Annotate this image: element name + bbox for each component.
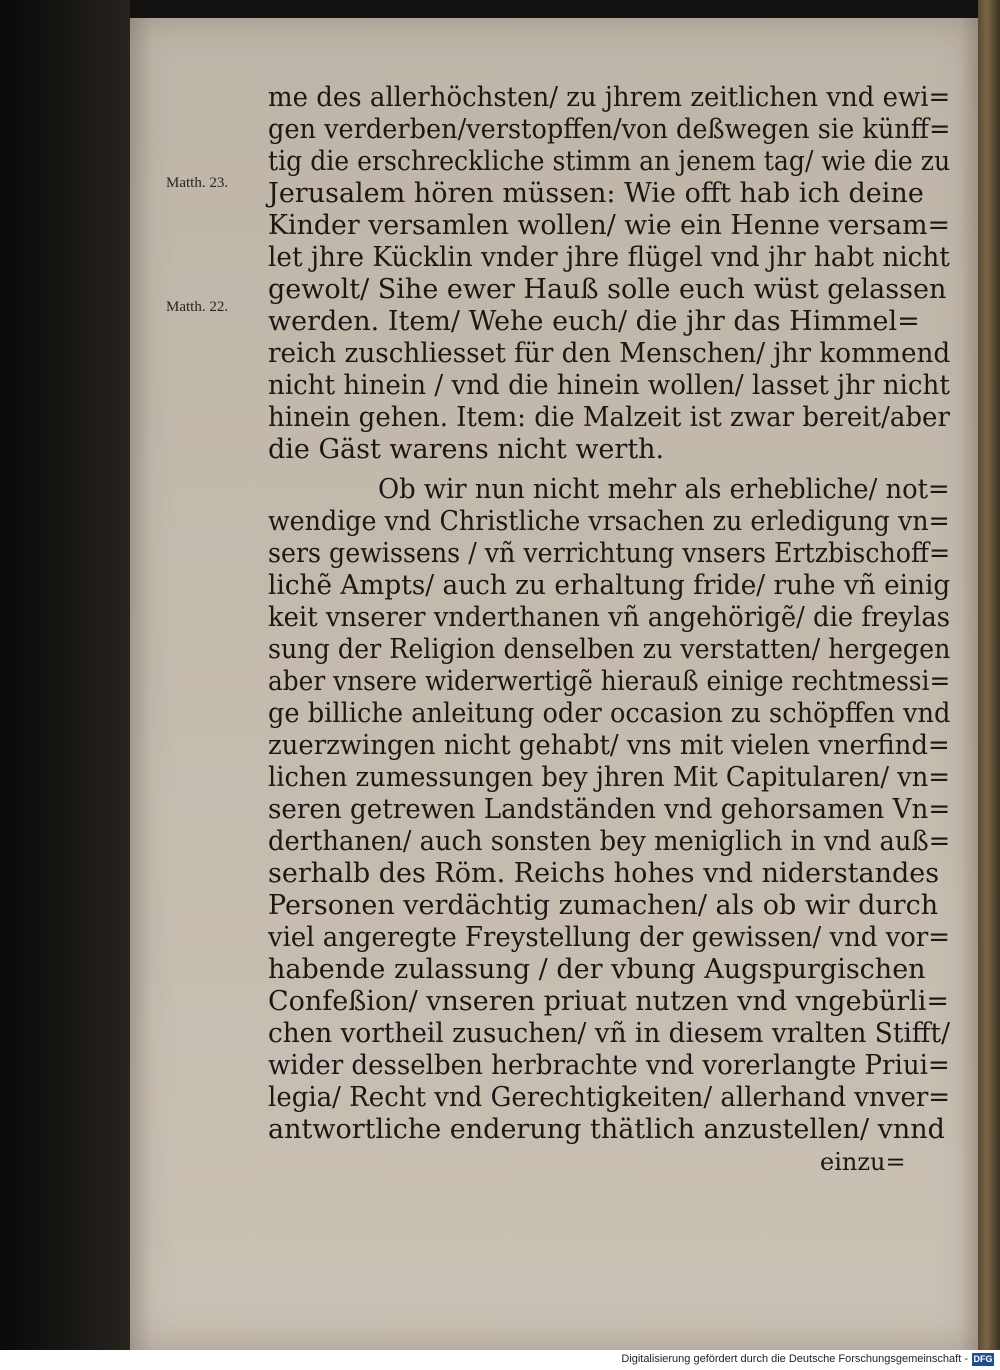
text-line: legia/ Recht vnd Gerechtigkeiten/ allerhand vnver= (268, 1082, 951, 1113)
book-gutter-shadow (0, 0, 130, 1370)
text-line: viel angeregte Freystellung der gewissen/ vnd vor= (268, 922, 950, 953)
text-line: Confeßion/ vnseren priuat nutzen vnd vngebürli= (268, 986, 950, 1017)
text-line: lichẽ Ampts/ auch zu erhaltung fride/ ruhe vñ einig (268, 570, 951, 601)
text-line: zuerzwingen nicht gehabt/ vns mit vielen vnerfind= (268, 730, 950, 761)
text-line: lichen zumessungen bey jhren Mit Capitularen/ vn= (268, 762, 950, 793)
text-line: ge billiche anleitung oder occasion zu schöpffen vnd (268, 698, 951, 729)
text-line: chen vortheil zusuchen/ vñ in diesem vralten Stifft/ (268, 1018, 950, 1049)
text-line: die Gäst warens nicht werth. (268, 434, 665, 465)
digitization-credit: Digitalisierung gefördert durch die Deutsche Forschungsgemeinschaft - (621, 1353, 968, 1365)
text-line: hinein gehen. Item: die Malzeit ist zwar bereit/aber (268, 402, 950, 433)
paragraph-start-line: Ob wir nun nicht mehr als erhebliche/ not= (378, 474, 950, 505)
text-line: sung der Religion denselben zu verstatten/ hergegen (268, 634, 951, 665)
text-line: derthanen/ auch sonsten bey meniglich in vnd auß= (268, 826, 951, 857)
text-line: let jhre Kücklin vnder jhre flügel vnd jhr habt nicht (268, 242, 950, 273)
margin-note-matth-23: Matth. 23. (166, 175, 229, 191)
text-line: habende zulassung / der vbung Augspurgischen (268, 954, 926, 985)
text-line: Personen verdächtig zumachen/ als ob wir durch (268, 890, 939, 921)
text-line: seren getrewen Landständen vnd gehorsamen Vn= (268, 794, 951, 825)
text-line: gen verderben/verstopffen/von deßwegen sie künff= (268, 114, 951, 145)
text-line: reich zuschliesset für den Menschen/ jhr kommend (268, 338, 951, 369)
margin-note-matth-22: Matth. 22. (166, 299, 229, 315)
text-line: tig die erschreckliche stimm an jenem tag/ wie die zu (268, 146, 951, 177)
text-line: Jerusalem hören müssen: Wie offt hab ich deine (268, 178, 924, 209)
text-line: me des allerhöchsten/ zu jhrem zeitlichen vnd ewi= (268, 82, 951, 113)
text-line: wendige vnd Christliche vrsachen zu erledigung vn= (268, 506, 950, 537)
catchword: einzu= (820, 1148, 906, 1176)
dfg-logo-icon: DFG (973, 1354, 993, 1364)
text-line: keit vnserer vnderthanen vñ angehörigẽ/ die freylas (268, 602, 951, 633)
text-line: antwortliche enderung thätlich anzustellen/ vnnd (268, 1114, 945, 1145)
text-line: wider desselben herbrachte vnd vorerlangte Priui= (268, 1050, 950, 1081)
text-line: aber vnsere widerwertigẽ hierauß einige rechtmessi= (268, 666, 951, 697)
text-line: nicht hinein / vnd die hinein wollen/ lasset jhr nicht (268, 370, 950, 401)
text-line: gewolt/ Sihe ewer Hauß solle euch wüst gelassen (268, 274, 947, 305)
text-line: Kinder versamlen wollen/ wie ein Henne versam= (268, 210, 950, 241)
page-edge (978, 0, 1000, 1370)
text-line: sers gewissens / vñ verrichtung vnsers Ertzbischoff= (268, 538, 951, 569)
text-line: serhalb des Röm. Reichs hohes vnd niderstandes (268, 858, 940, 889)
text-line: werden. Item/ Wehe euch/ die jhr das Himmel= (268, 306, 920, 337)
